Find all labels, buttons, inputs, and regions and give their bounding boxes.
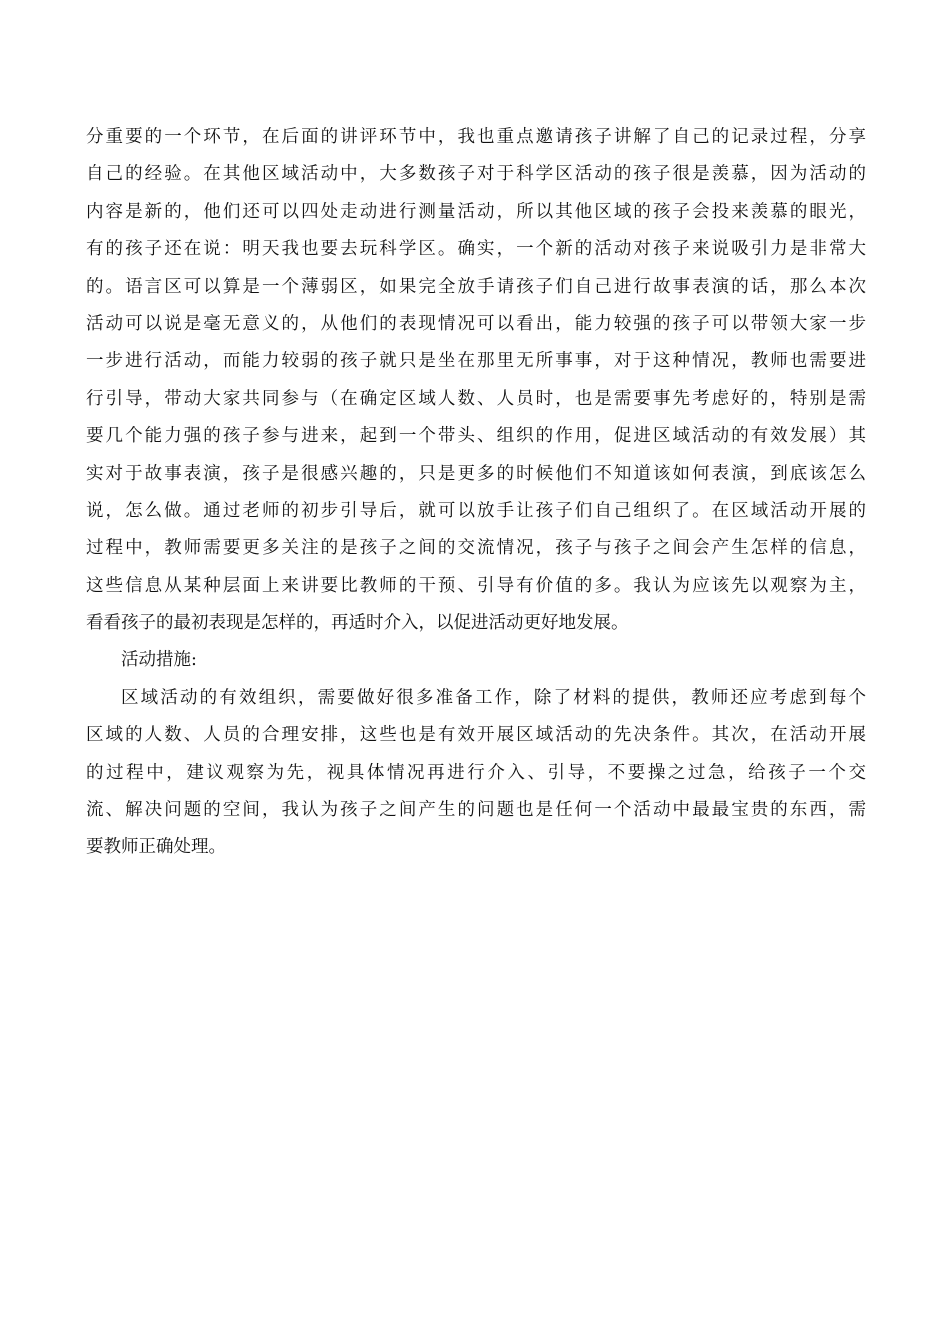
text-line: 看看孩子的最初表现是怎样的，再适时介入，以促进活动更好地发展。 [86, 613, 629, 634]
paragraph-p1 [86, 119, 866, 642]
text-line: 要几个能力强的孩子参与进来，起到一个带头、组织的作用，促进区域活动的有效发展）其 [86, 426, 866, 447]
text-line: 有的孩子还在说：明天我也要去玩科学区。确实，一个新的活动对孩子来说吸引力是非常大 [86, 239, 866, 260]
text-line: 实对于故事表演，孩子是很感兴趣的，只是更多的时候他们不知道该如何表演，到底该怎么 [86, 463, 866, 484]
text-line: 区域的人数、人员的合理安排，这些也是有效开展区域活动的先决条件。其次，在活动开展 [86, 725, 866, 746]
text-line: 一步进行活动，而能力较弱的孩子就只是坐在那里无所事事，对于这种情况，教师也需要进 [86, 351, 866, 372]
text-line: 要教师正确处理。 [86, 837, 226, 858]
text-line: 自己的经验。在其他区域活动中，大多数孩子对于科学区活动的孩子很是羡慕，因为活动的 [86, 164, 866, 185]
text-line: 活动措施: [121, 650, 197, 671]
text-line: 的过程中，建议观察为先，视具体情况再进行介入、引导，不要操之过急，给孩子一个交 [86, 762, 866, 783]
text-line: 流、解决问题的空间，我认为孩子之间产生的问题也是任何一个活动中最最宝贵的东西，需 [86, 800, 866, 821]
text-line: 行引导，带动大家共同参与（在确定区域人数、人员时，也是需要事先考虑好的，特别是需 [86, 388, 866, 409]
text-line: 分重要的一个环节，在后面的讲评环节中，我也重点邀请孩子讲解了自己的记录过程，分享 [86, 127, 866, 147]
text-line: 区域活动的有效组织，需要做好很多准备工作，除了材料的提供，教师还应考虑到每个 [121, 687, 866, 708]
paragraph-p3 [86, 680, 866, 867]
text-line: 的。语言区可以算是一个薄弱区，如果完全放手请孩子们自己进行故事表演的话，那么本次 [86, 276, 866, 297]
text-line: 过程中，教师需要更多关注的是孩子之间的交流情况，孩子与孩子之间会产生怎样的信息， [86, 538, 866, 559]
body-text [86, 119, 866, 867]
text-line: 这些信息从某种层面上来讲要比教师的干预、引导有价值的多。我认为应该先以观察为主， [86, 575, 866, 596]
paragraph-p2 [86, 642, 866, 679]
text-line: 活动可以说是毫无意义的，从他们的表现情况可以看出，能力较强的孩子可以带领大家一步 [86, 313, 866, 334]
text-line: 说，怎么做。通过老师的初步引导后，就可以放手让孩子们自己组织了。在区域活动开展的 [86, 500, 866, 521]
text-line: 内容是新的，他们还可以四处走动进行测量活动，所以其他区域的孩子会投来羡慕的眼光， [86, 201, 866, 222]
